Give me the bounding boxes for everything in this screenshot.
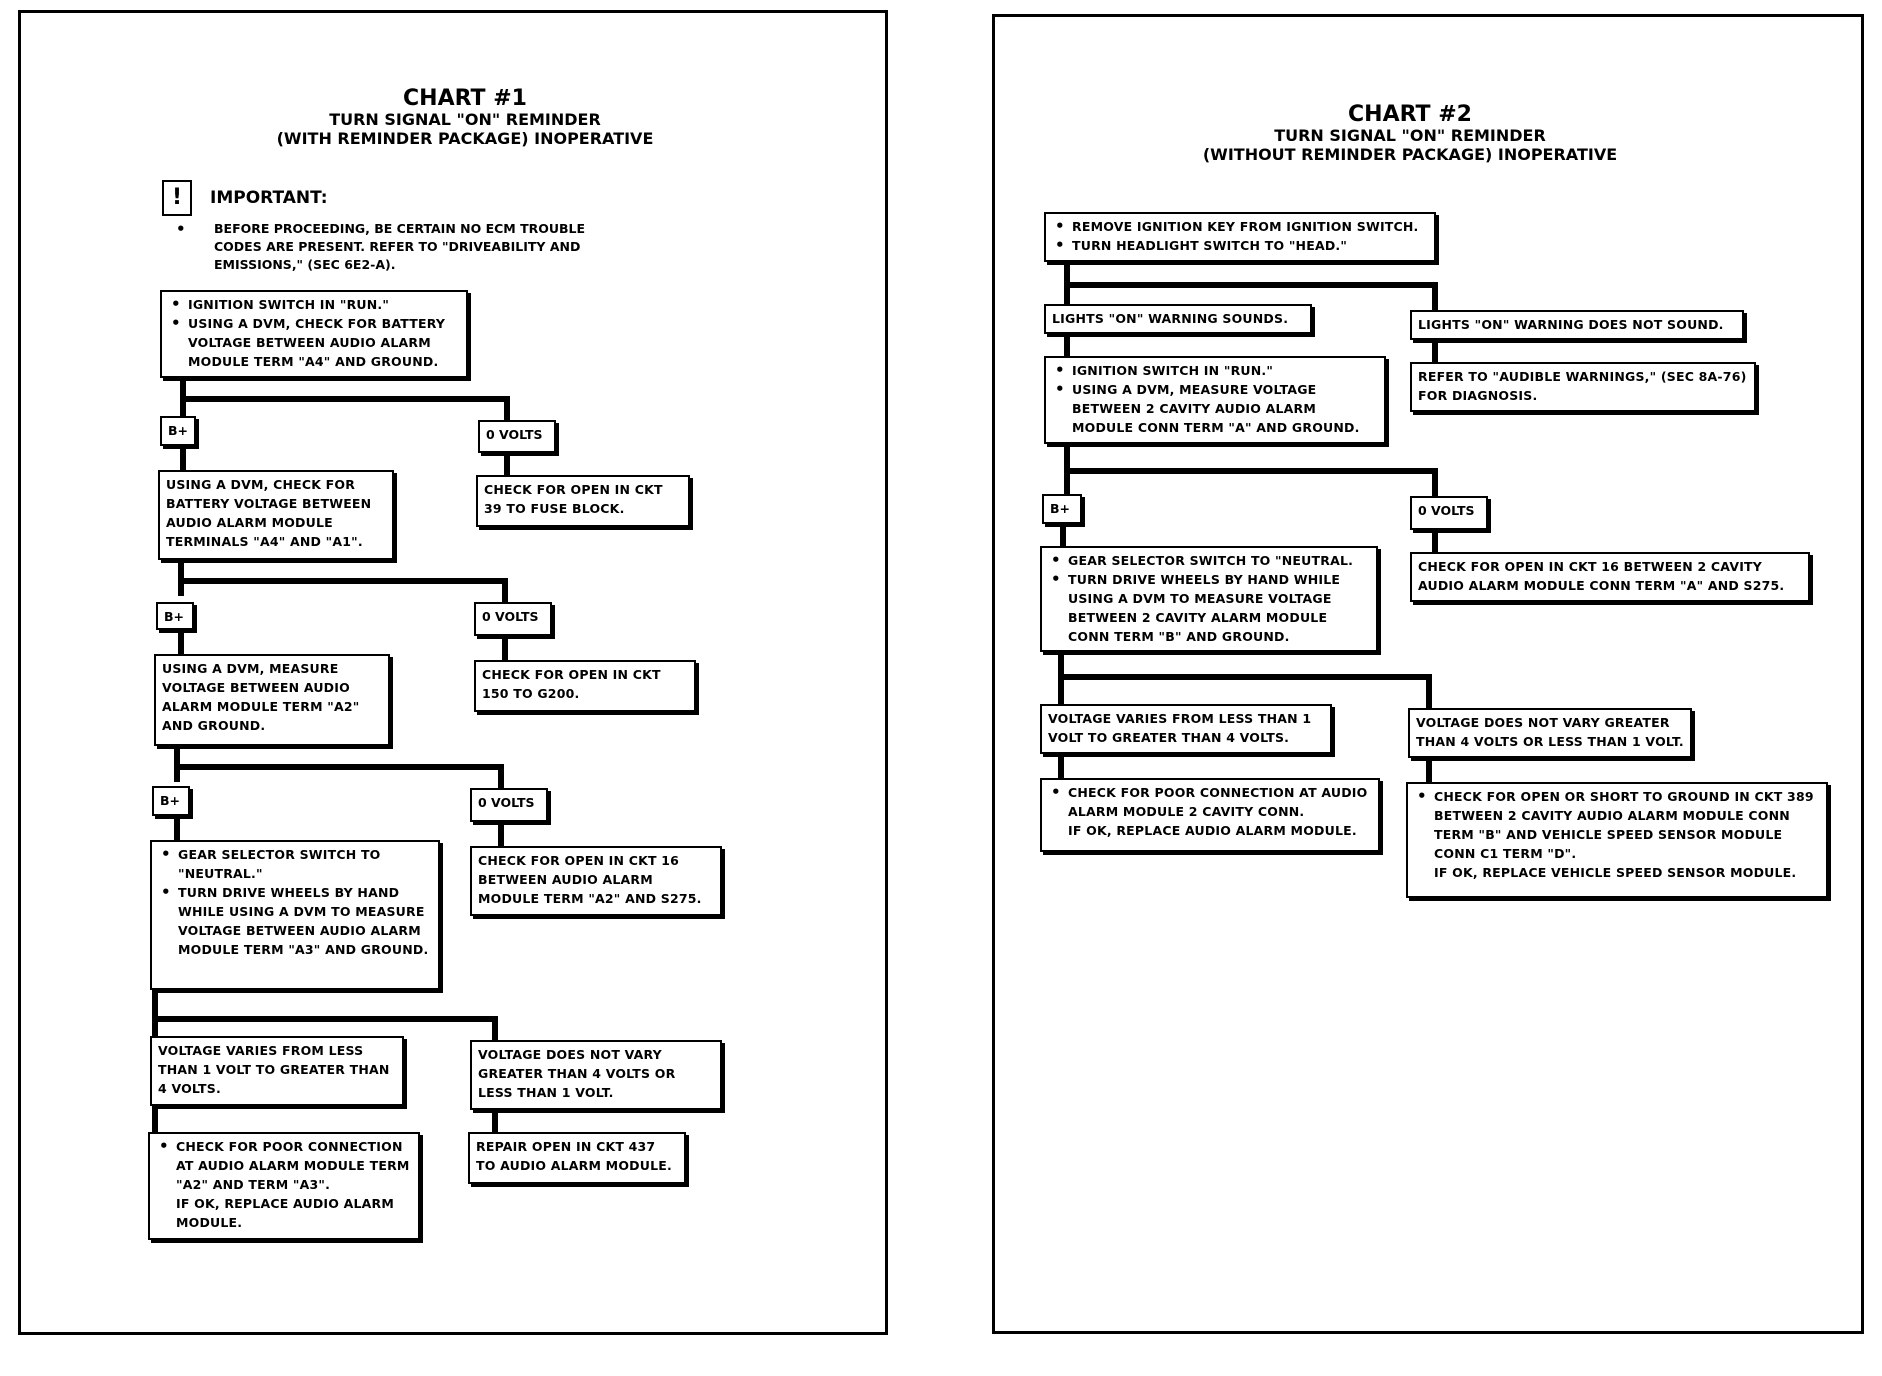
connector [498, 822, 504, 846]
step-text: VOLTAGE VARIES FROM LESS THAN 1 VOLT TO GREATER THAN 4 VOLTS. [1048, 711, 1312, 745]
connector [502, 578, 508, 602]
chart-2-action-poor-connection [1040, 778, 1380, 852]
chart-1-tag-b-plus-2: B+ [156, 602, 194, 630]
step-text: USING A DVM, CHECK FOR BATTERY VOLTAGE BETWEEN AUDIO ALARM MODULE TERMINALS "A4" AND "A1". [166, 477, 372, 549]
step-item: • TURN HEADLIGHT SWITCH TO "HEAD." [1072, 236, 1428, 255]
connector [504, 453, 510, 475]
connector [152, 1016, 498, 1022]
chart-1-step-measure-a2 [154, 654, 390, 746]
step-text: CHECK FOR OPEN IN CKT 150 TO G200. [482, 667, 661, 701]
chart-2-action-open-short-ckt-389 [1406, 782, 1828, 898]
step-item: • IGNITION SWITCH IN "RUN." [1072, 361, 1378, 380]
chart-1-result-voltage-not-vary [470, 1040, 722, 1110]
connector [174, 764, 504, 770]
chart-1-step-gear-selector [150, 840, 440, 990]
step-item: • IGNITION SWITCH IN "RUN." [188, 295, 460, 314]
connector [1060, 524, 1066, 546]
connector [1064, 282, 1438, 288]
connector [1432, 468, 1438, 496]
connector [178, 630, 184, 654]
step-item: • USING A DVM, CHECK FOR BATTERY VOLTAGE BETWEEN AUDIO ALARM MODULE TERM "A4" AND GROUND. [188, 314, 460, 371]
connector [492, 1016, 498, 1042]
step-text: CHECK FOR POOR CONNECTION AT AUDIO ALARM MODULE 2 CAVITY CONN. [1068, 785, 1368, 819]
chart-2-result-warning-sounds [1044, 304, 1312, 334]
step-item: • TURN DRIVE WHEELS BY HAND WHILE USING A DVM TO MEASURE VOLTAGE BETWEEN 2 CAVITY ALARM MODULE CONN TERM "B" AND GROUND. [1068, 570, 1370, 646]
step-text: LIGHTS "ON" WARNING SOUNDS. [1052, 311, 1289, 326]
chart-1-subtitle-2: (WITH REMINDER PACKAGE) INOPERATIVE [276, 128, 654, 148]
chart-1-subtitle-1: TURN SIGNAL "ON" REMINDER [329, 110, 601, 130]
connector [502, 638, 508, 660]
chart-1-tag-b-plus-1: B+ [160, 416, 196, 446]
step-item [1068, 783, 1372, 840]
connector [1058, 752, 1064, 778]
step-text: VOLTAGE VARIES FROM LESS THAN 1 VOLT TO GREATER THAN 4 VOLTS. [158, 1043, 390, 1096]
chart-1-step-open-ckt-16 [470, 846, 722, 916]
step-item: • USING A DVM, MEASURE VOLTAGE BETWEEN 2 CAVITY AUDIO ALARM MODULE CONN TERM "A" AND GROUND. [1072, 380, 1378, 437]
chart-2-step-open-ckt-16 [1410, 552, 1810, 602]
step-text: REPAIR OPEN IN CKT 437 TO AUDIO ALARM MODULE. [476, 1139, 672, 1173]
chart-2-tag-0-volts: 0 VOLTS [1410, 496, 1488, 530]
chart-1-action-repair-ckt-437 [468, 1132, 686, 1184]
important-text [170, 220, 610, 274]
chart-1-step-ignition [160, 290, 468, 378]
connector [152, 1106, 158, 1134]
step-text: USING A DVM, MEASURE VOLTAGE BETWEEN AUDIO ALARM MODULE TERM "A2" AND GROUND. [162, 661, 360, 733]
connector [1432, 530, 1438, 552]
connector [1426, 758, 1432, 782]
step-text: CHECK FOR POOR CONNECTION AT AUDIO ALARM MODULE TERM "A2" AND TERM "A3". [176, 1139, 410, 1192]
connector [180, 445, 186, 470]
connector [492, 1110, 498, 1132]
chart-2-result-voltage-not-vary [1408, 708, 1692, 758]
chart-1-title-block [240, 86, 690, 148]
step-text: CHECK FOR OPEN IN CKT 16 BETWEEN 2 CAVITY AUDIO ALARM MODULE CONN TERM "A" AND S275. [1418, 559, 1785, 593]
step-text: CHECK FOR OPEN OR SHORT TO GROUND IN CKT 389 BETWEEN 2 CAVITY AUDIO ALARM MODULE CONN TERM "B" AND VEHICLE SPEED SENSOR MODULE CONN C1 TERM "D". [1434, 789, 1814, 861]
chart-2-subtitle-1: TURN SIGNAL "ON" REMINDER [1274, 126, 1546, 146]
chart-2-title: CHART #2 [1348, 102, 1472, 127]
connector [1426, 674, 1432, 708]
step-item [1434, 787, 1820, 882]
chart-2-title-block [1180, 102, 1640, 164]
connector [174, 816, 180, 840]
connector [152, 990, 158, 1036]
step-text: IF OK, REPLACE AUDIO ALARM MODULE. [1068, 823, 1357, 838]
connector [504, 396, 510, 420]
step-text: CHECK FOR OPEN IN CKT 39 TO FUSE BLOCK. [484, 482, 663, 516]
chart-1-tag-0-volts-1: 0 VOLTS [478, 420, 556, 453]
connector [1432, 340, 1438, 362]
chart-2-step-gear-selector [1040, 546, 1378, 652]
chart-1-tag-0-volts-3: 0 VOLTS [470, 788, 548, 822]
important-note: • BEFORE PROCEEDING, BE CERTAIN NO ECM TROUBLE CODES ARE PRESENT. REFER TO "DRIVEABILITY AND EMISSIONS," (SEC 6E2-A). [214, 220, 610, 274]
chart-1-title: CHART #1 [403, 86, 527, 111]
connector [180, 396, 510, 402]
connector [178, 578, 508, 584]
important-icon: ! [162, 180, 192, 216]
connector [1064, 334, 1070, 356]
chart-2-step-ignition-run [1044, 356, 1386, 444]
chart-1-action-poor-connection [148, 1132, 420, 1240]
connector [1058, 674, 1432, 680]
connector [498, 764, 504, 788]
step-text: VOLTAGE DOES NOT VARY GREATER THAN 4 VOLTS OR LESS THAN 1 VOLT. [1416, 715, 1684, 749]
step-text: REFER TO "AUDIBLE WARNINGS," (SEC 8A-76) FOR DIAGNOSIS. [1418, 369, 1747, 403]
step-text: IF OK, REPLACE VEHICLE SPEED SENSOR MODULE. [1434, 865, 1797, 880]
step-item: • TURN DRIVE WHEELS BY HAND WHILE USING A DVM TO MEASURE VOLTAGE BETWEEN AUDIO ALARM MODULE TERM "A3" AND GROUND. [178, 883, 432, 959]
step-text: IF OK, REPLACE AUDIO ALARM MODULE. [176, 1196, 395, 1230]
step-item: • REMOVE IGNITION KEY FROM IGNITION SWITCH. [1072, 217, 1428, 236]
step-item [176, 1137, 412, 1232]
chart-1-step-open-ckt-39 [476, 475, 690, 527]
connector [1432, 282, 1438, 310]
chart-1-step-battery-voltage [158, 470, 394, 560]
important-label: IMPORTANT: [210, 188, 328, 208]
chart-2-step-audible-warnings [1410, 362, 1756, 412]
step-item: • GEAR SELECTOR SWITCH TO "NEUTRAL." [178, 845, 432, 883]
chart-2-result-warning-not-sound [1410, 310, 1744, 340]
step-text: LIGHTS "ON" WARNING DOES NOT SOUND. [1418, 317, 1724, 332]
step-item: • GEAR SELECTOR SWITCH TO "NEUTRAL. [1068, 551, 1370, 570]
step-text: VOLTAGE DOES NOT VARY GREATER THAN 4 VOLTS OR LESS THAN 1 VOLT. [478, 1047, 676, 1100]
chart-2-subtitle-2: (WITHOUT REMINDER PACKAGE) INOPERATIVE [1202, 144, 1618, 164]
chart-1-tag-0-volts-2: 0 VOLTS [474, 602, 552, 636]
chart-1-result-voltage-varies [150, 1036, 404, 1106]
chart-1-step-open-ckt-150 [474, 660, 696, 712]
chart-1-tag-b-plus-3: B+ [152, 786, 190, 816]
connector [1064, 468, 1438, 474]
chart-2-tag-b-plus: B+ [1042, 494, 1082, 524]
step-text: CHECK FOR OPEN IN CKT 16 BETWEEN AUDIO ALARM MODULE TERM "A2" AND S275. [478, 853, 702, 906]
chart-2-step-remove-key [1044, 212, 1436, 262]
chart-2-result-voltage-varies [1040, 704, 1332, 754]
